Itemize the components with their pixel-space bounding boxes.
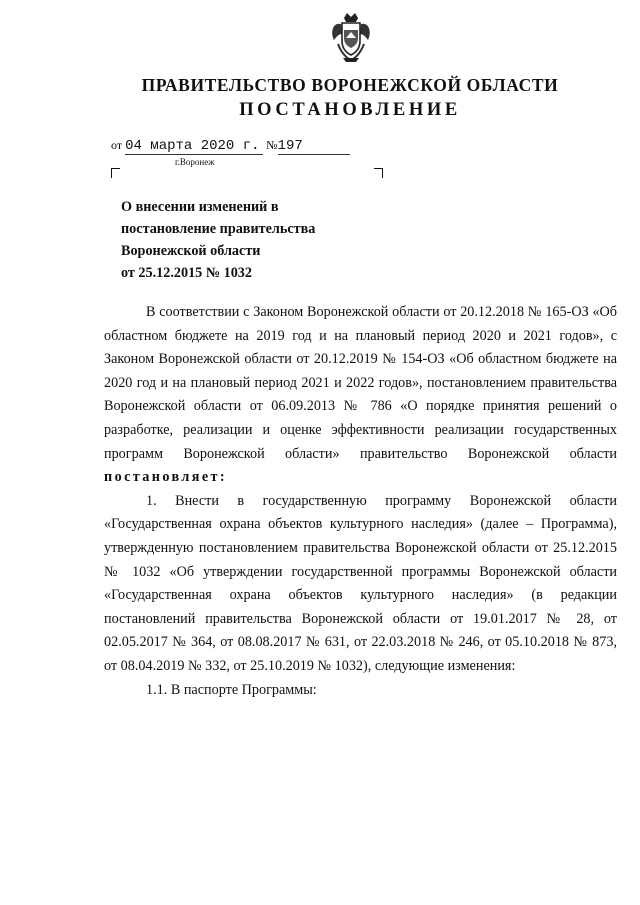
organization-title: ПРАВИТЕЛЬСТВО ВОРОНЕЖСКОЙ ОБЛАСТИ: [141, 75, 559, 95]
date-prefix: от: [111, 138, 123, 152]
resolution-keyword: постановляет:: [104, 469, 228, 486]
registration-line: [111, 138, 350, 155]
city-label: г.Воронеж: [175, 157, 215, 167]
subject-line: О внесении изменений в: [121, 199, 279, 215]
document-type-title: ПОСТАНОВЛЕНИЕ: [239, 100, 461, 120]
document-subject: [121, 196, 381, 284]
clause-1-paragraph: 1. Внести в государственную программу Воронежской области «Государственная охрана объектов культурного наследия» (далее – Программа), утвержденную постановлением правительства Воронежской области от 25.12.2015 № 1032 «Об утверждении государственной программы Воронежской области «Государственная охрана объектов культурного наследия» (в редакции постановлений правительства Воронежской области от 19.01.2017 № 28, от 02.05.2017 № 364, от 08.08.2017 № 631, от 22.03.2018 № 246, от 05.10.2018 № 873, от 08.04.2019 № 332, от 25.10.2019 № 1032), следующие изменения:: [104, 492, 617, 674]
preamble-text: В соответствии с Законом Воронежской области от 20.12.2018 № 165-ОЗ «Об областном бюджете на 2019 год и на плановый период 2020 и 2021 годов», с Законом Воронежской области от 20.12.2019 № 154-ОЗ «Об областном бюджете на 2020 год и на плановый период 2021 и 2022 годов», постановлением правительства Воронежской области от 06.09.2013 № 786 «О порядке принятия решений о разработке, реализации и оценке эффективности реализации государственных программ Воронежской области» правительство Воронежской области: [104, 304, 617, 462]
number-prefix: №: [266, 138, 278, 152]
subject-line: Воронежской области: [121, 243, 261, 259]
preamble-paragraph: [104, 301, 617, 490]
document-number: 197: [278, 138, 350, 155]
clause-1-1-paragraph: 1.1. В паспорте Программы:: [146, 681, 317, 698]
voronezh-coat-of-arms-icon: [329, 10, 373, 66]
subject-line: постановление правительства: [121, 221, 316, 237]
subject-bracket-left: [111, 168, 120, 178]
subject-bracket-right: [374, 168, 383, 178]
subject-line: от 25.12.2015 № 1032: [121, 265, 252, 281]
document-body: [104, 301, 617, 702]
document-date: 04 марта 2020 г.: [125, 138, 263, 155]
